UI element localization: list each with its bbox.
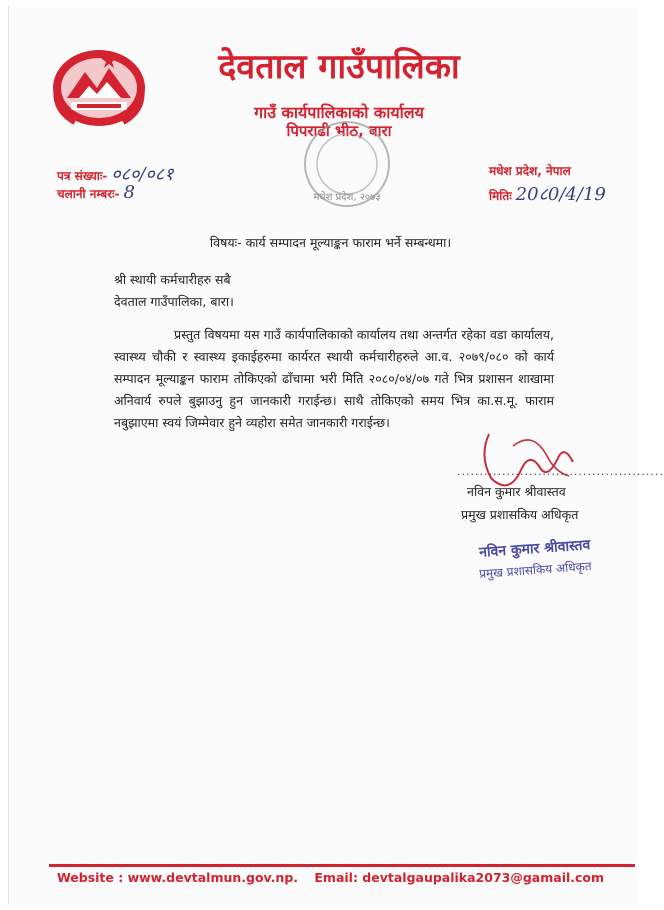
- office-address: पिपराढी भीठ, बारा: [286, 122, 392, 140]
- organization-name: देवताल गाउँपालिका: [218, 47, 460, 87]
- name-stamp: नविन कुमार श्रीवास्तव: [478, 537, 591, 561]
- recipient-line: श्री स्थायी कर्मचारीहरु सबै: [114, 272, 231, 287]
- letter-body: प्रस्तुत विषयमा यस गाउँ कार्यपालिकाको कार्यालय तथा अन्तर्गत रहेका वडा कार्यालय, स्वास्थ्य चौकी र स्वास्थ्य इकाईहरुमा कार्यरत स्थायी कर्मचारीहरुले आ.व. २०७९/०८० को कार्य सम्पादन मूल्याङ्कन फाराम तोकिएको ढाँचामा भरी मिति २०८०/०४/०७ गते भित्र प्रशासन शाखामा अनिवार्य रुपले बुझाउनु हुन जानकारी गराईन्छ। साथै तोकिएको समय भित्र का.स.मू. फाराम नबुझाएमा स्वयं जिम्मेवार हुने व्यहोरा समेत जानकारी गराईन्छ।: [114, 327, 554, 430]
- date-block: [489, 162, 606, 205]
- signatory-name: नविन कुमार श्रीवास्तव: [467, 484, 566, 499]
- seal-text: मधेश प्रदेश, २०७३: [313, 192, 381, 203]
- signatory-title: प्रमुख प्रशासकिय अधिकृत: [461, 507, 579, 522]
- date-value: 20८0/4/19: [515, 184, 606, 205]
- recipient-line: देवताल गाउँपालिका, बारा।: [114, 294, 234, 309]
- signature-line: ..............................................: [457, 465, 664, 478]
- footer-divider: [49, 864, 635, 867]
- footer-contact: [9, 870, 652, 885]
- letter-subject: विषयः- कार्य सम्पादन मूल्याङ्कन फाराम भर्ने सम्बन्धमा।: [209, 235, 452, 250]
- dispatch-number-value: 8: [123, 182, 135, 203]
- province-label: मधेश प्रदेश, नेपाल: [489, 164, 571, 178]
- footer-email: Email: devtalgaupalika2073@gamail.com: [314, 870, 605, 885]
- footer-website: Website : www.devtalmun.gov.np.: [56, 870, 299, 885]
- office-name: गाउँ कार्यपालिकाको कार्यालय: [254, 103, 424, 122]
- letter-reference-block: [57, 162, 173, 202]
- letter-number-value: ०८०/०८१: [111, 164, 174, 185]
- letter-page: [8, 6, 664, 904]
- office-seal-stamp: [291, 114, 403, 214]
- recipient-block: [114, 269, 234, 313]
- dispatch-number-label: चलानी नम्बरः-: [57, 187, 120, 201]
- date-label: मितिः: [489, 189, 512, 203]
- nepal-emblem-logo: [49, 46, 149, 128]
- title-stamp: प्रमुख प्रशासकिय अधिकृत: [478, 559, 593, 581]
- letter-number-label: पत्र संख्याः-: [57, 169, 108, 183]
